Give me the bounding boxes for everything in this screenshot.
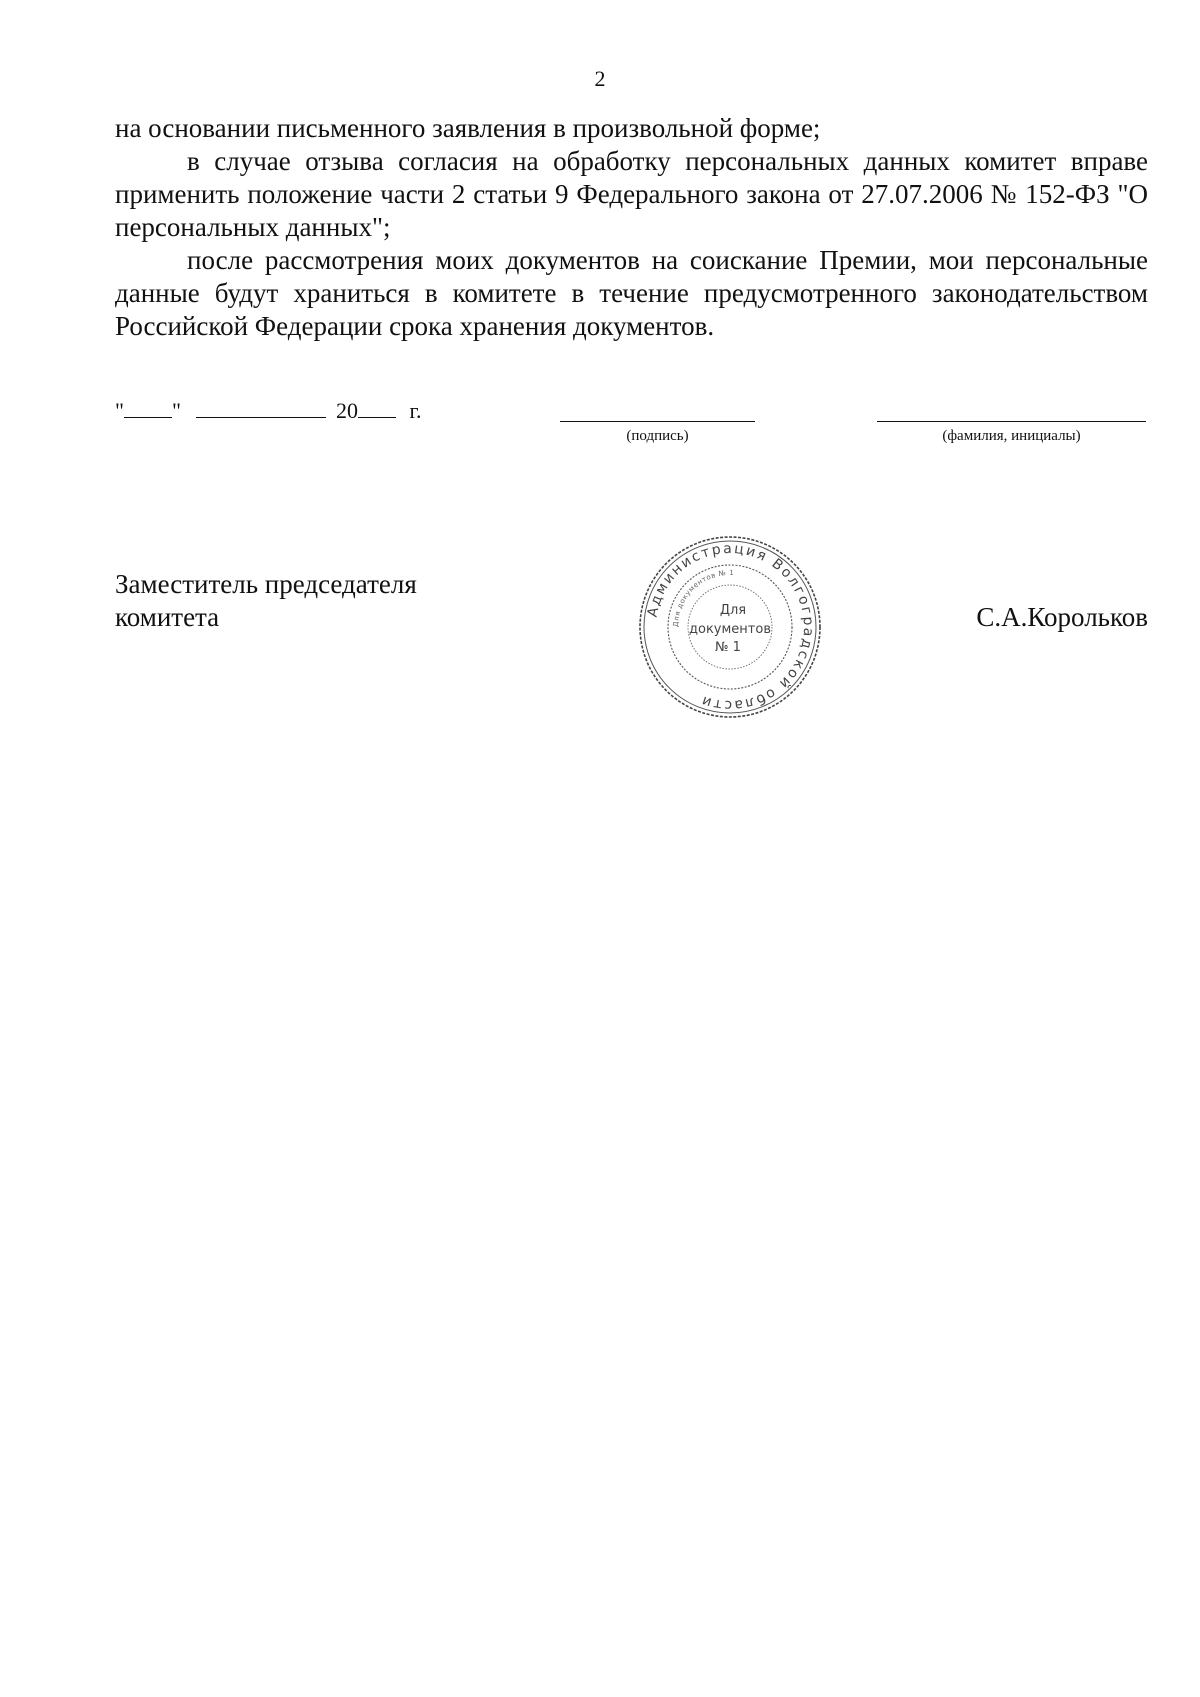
position-line-1: Заместитель председателя	[115, 569, 417, 599]
body-text	[115, 112, 1148, 343]
name-caption: (фамилия, инициалы)	[942, 428, 1081, 444]
signatory-name: С.А.Корольков	[976, 602, 1148, 632]
svg-text:Для документов № 1	[672, 569, 735, 627]
stamp-center-2: документов	[689, 622, 771, 637]
month-blank	[196, 399, 326, 418]
date-quote-close: "	[171, 398, 181, 423]
date-line	[115, 398, 422, 424]
date-quote-open: "	[115, 398, 124, 423]
year-prefix: 20	[335, 398, 358, 423]
seal-stamp	[637, 534, 823, 720]
stamp-inner-text: Для документов № 1	[671, 568, 735, 628]
signature-line	[560, 421, 755, 422]
stamp-outer-text: Администрация Волгоградской области	[644, 540, 817, 714]
day-blank	[124, 399, 172, 418]
year-blank	[358, 399, 396, 418]
position-line-2: комитета	[115, 602, 220, 632]
paragraph-1: на основании письменного заявления в произвольной форме;	[115, 113, 821, 143]
signature-caption: (подпись)	[626, 428, 689, 444]
year-suffix: г.	[409, 398, 422, 423]
page-number: 2	[594, 66, 606, 91]
paragraph-2: в случае отзыва согласия на обработку персональных данных комитет вправе применить положение части 2 статьи 9 Федерального закона от 27.07.2006 № 152-ФЗ "О персональных данных";	[115, 146, 1148, 242]
signatory-position	[115, 568, 417, 634]
name-line	[877, 421, 1146, 422]
stamp-center-3: № 1	[715, 640, 741, 655]
stamp-center-1: Для	[719, 603, 747, 618]
paragraph-3: после рассмотрения моих документов на соискание Премии, мои персональные данные будут храниться в комитете в течение предусмотренного законодательством Российской Федерации срока хранения документов.	[115, 245, 1148, 341]
